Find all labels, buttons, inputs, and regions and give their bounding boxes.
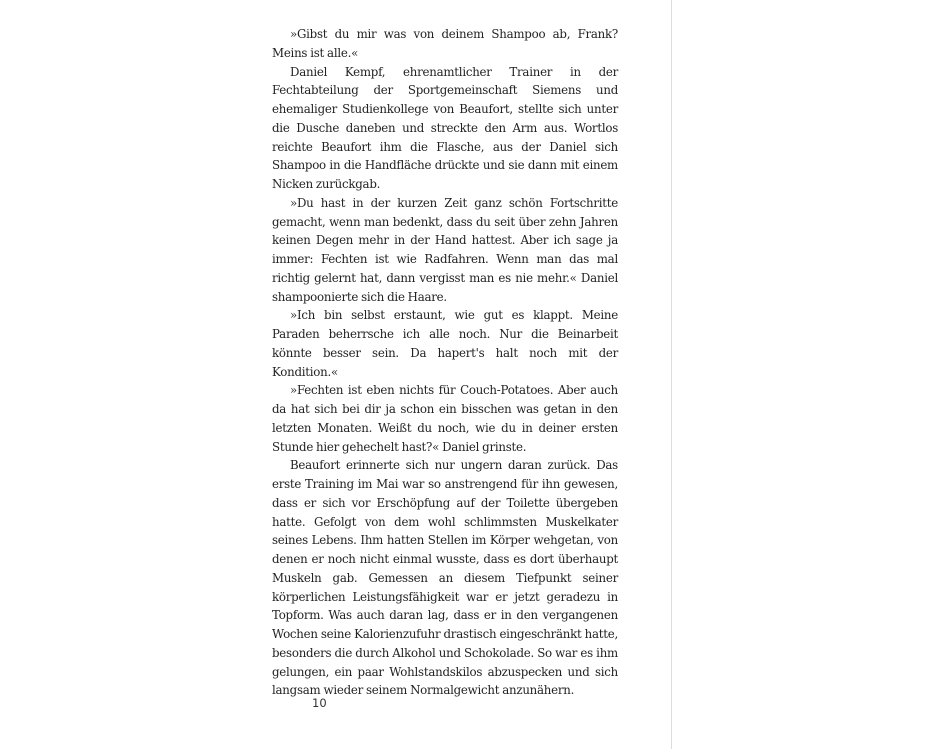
blank-area — [672, 0, 937, 749]
paragraph-6: Beaufort erinnerte sich nur ungern daran zurück. Das erste Training im Mai war so anstrengend für ihn gewesen, dass er sich vor Erschöpfung auf der Toilette übergeben hatte. Gefolgt von dem wohl schlimmsten Muskelkater seines Lebens. Ihm hatten Stellen im Körper wehgetan, von denen er noch nicht einmal wusste, dass es dort überhaupt Muskeln gab. Gemessen an diesem Tiefpunkt seiner körperlichen Leistungsfähigkeit war er jetzt geradezu in Topform. Was auch daran lag, dass er in den vergangenen Wochen seine Kalorienzufuhr drastisch eingeschränkt hatte, besonders die durch Alkohol und Schokolade. So war es ihm gelungen, ein paar Wohlstandskilos abzuspecken und sich langsam wieder seinem Normalgewicht anzunähern. — [272, 458, 618, 698]
page-text — [272, 25, 618, 700]
paragraph-5: »Fechten ist eben nichts für Couch-Potatoes. Aber auch da hat sich bei dir ja schon ein bisschen was getan in den letzten Monaten. Weißt du noch, wie du in deiner ersten Stunde hier gehechelt hast?« Daniel grinste. — [272, 383, 618, 454]
paragraph-2: Daniel Kempf, ehrenamtlicher Trainer in der Fechtabteilung der Sportgemeinschaft Siemens und ehemaliger Studienkollege von Beaufort, stellte sich unter die Dusche daneben und streckte den Arm aus. Wortlos reichte Beaufort ihm die Flasche, aus der Daniel sich Shampoo in die Handfläche drückte und sie dann mit einem Nicken zurückgab. — [272, 64, 618, 191]
paragraph-3: »Du hast in der kurzen Zeit ganz schön Fortschritte gemacht, wenn man bedenkt, dass du seit über zehn Jahren keinen Degen mehr in der Hand hattest. Aber ich sage ja immer: Fechten ist wie Radfahren. Wenn man das mal richtig gelernt hat, dann vergisst man es nie mehr.« Daniel shampoonierte sich die Haare. — [272, 195, 618, 304]
paragraph-4: »Ich bin selbst erstaunt, wie gut es klappt. Meine Paraden beherrsche ich alle noch. Nur die Beinarbeit könnte besser sein. Da hapert's halt noch mit der Kondition.« — [272, 308, 618, 379]
page-number: 10 — [312, 696, 327, 710]
paragraph-1: »Gibst du mir was von deinem Shampoo ab, Frank? Meins ist alle.« — [272, 27, 618, 60]
